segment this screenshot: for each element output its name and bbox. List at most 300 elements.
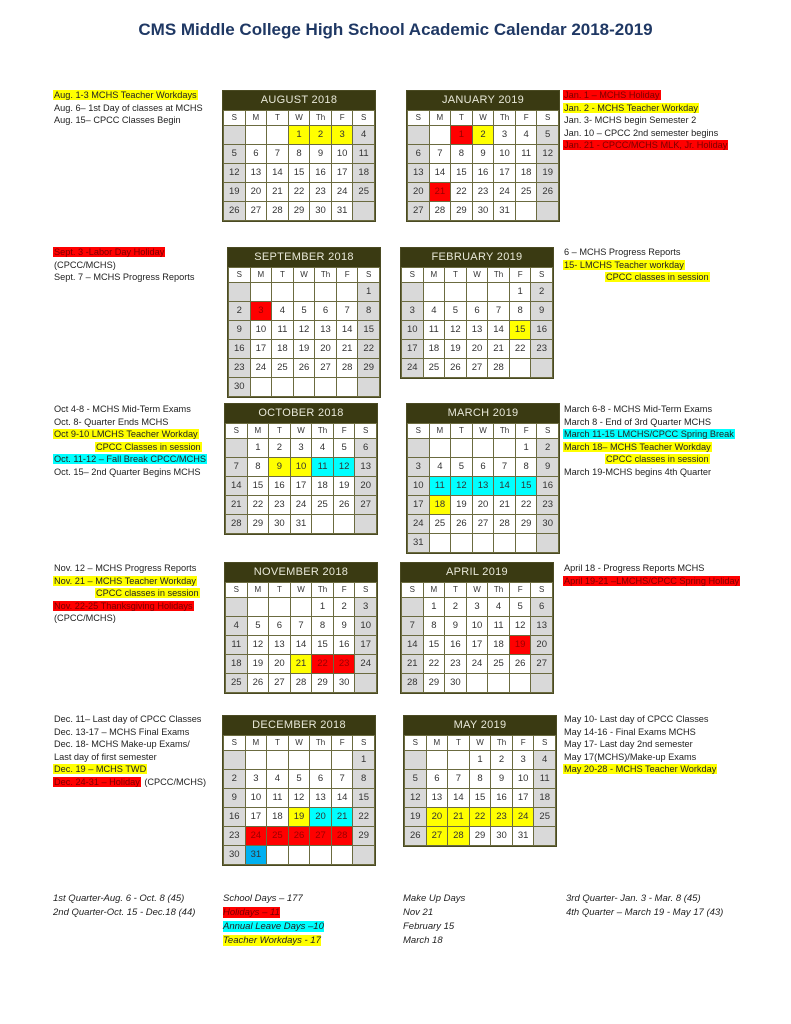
weekday-header: T — [451, 111, 472, 125]
month-title: DECEMBER 2018 — [223, 716, 375, 735]
weekday-header: M — [248, 583, 269, 597]
weekday-header: F — [332, 736, 353, 750]
day-cell: 21 — [494, 496, 515, 514]
day-cell: 23 — [445, 655, 466, 673]
total-school-days: School Days – 177 — [223, 893, 303, 904]
weekday-header: S — [226, 424, 247, 438]
note-text: April 19-21 –LMCHS/CPCC Spring Holiday — [564, 575, 740, 586]
note-line — [563, 114, 728, 127]
empty-cell — [494, 534, 515, 552]
day-cell: 2 — [537, 439, 558, 457]
weekday-header: W — [289, 736, 310, 750]
day-cell: 10 — [494, 145, 515, 163]
day-cell: 6 — [246, 145, 267, 163]
day-cell: 31 — [408, 534, 429, 552]
note-line — [563, 416, 735, 429]
month-title: SEPTEMBER 2018 — [228, 248, 380, 267]
day-cell: 10 — [408, 477, 429, 495]
footer-line: 3rd Quarter- Jan. 3 - Mar. 8 (45) — [566, 893, 701, 904]
note-text: Last day of first semester — [54, 751, 157, 762]
day-cell: 4 — [516, 126, 537, 144]
day-cell: 10 — [467, 617, 488, 635]
day-cell: 13 — [269, 636, 290, 654]
day-cell: 11 — [226, 636, 247, 654]
empty-cell — [448, 751, 469, 769]
month-calendar — [227, 247, 381, 398]
weekday-header: S — [408, 111, 429, 125]
weekday-header: S — [408, 424, 429, 438]
note-line — [563, 441, 735, 454]
note-text: Dec. 19 – MCHS TWD — [54, 764, 147, 775]
day-cell: 12 — [451, 477, 472, 495]
weekday-header: Th — [491, 736, 512, 750]
note-line — [53, 587, 200, 600]
day-cell: 4 — [312, 439, 333, 457]
day-cell: 28 — [402, 674, 423, 692]
day-cell: 29 — [424, 674, 445, 692]
day-cell: 18 — [488, 636, 509, 654]
day-cell: 12 — [510, 617, 531, 635]
day-cell: 16 — [537, 477, 558, 495]
empty-cell — [510, 359, 531, 377]
day-cell: 30 — [224, 846, 245, 864]
day-cell: 30 — [229, 378, 250, 396]
day-cell: 24 — [467, 655, 488, 673]
day-cell: 15 — [451, 164, 472, 182]
day-cell: 18 — [272, 340, 293, 358]
day-cell: 18 — [430, 496, 451, 514]
weekday-header: Th — [315, 268, 336, 282]
day-cell: 14 — [226, 477, 247, 495]
footer-line — [223, 934, 324, 948]
day-cell: 4 — [534, 751, 555, 769]
day-cell: 28 — [332, 827, 353, 845]
footer-quarters-3-4 — [566, 892, 723, 920]
note-line — [53, 114, 204, 127]
day-cell: 22 — [358, 340, 379, 358]
weekday-header: T — [445, 268, 466, 282]
day-cell: 8 — [470, 770, 491, 788]
empty-cell — [494, 439, 515, 457]
day-cell: 11 — [534, 770, 555, 788]
month-notes — [53, 562, 200, 625]
day-cell: 5 — [451, 458, 472, 476]
note-line — [53, 271, 195, 284]
day-cell: 2 — [269, 439, 290, 457]
footer-line: 4th Quarter – March 19 - May 17 (43) — [566, 907, 724, 918]
empty-cell — [451, 439, 472, 457]
footer-line — [223, 906, 324, 920]
weekday-header: Th — [310, 736, 331, 750]
day-cell: 10 — [332, 145, 353, 163]
day-cell: 1 — [451, 126, 472, 144]
day-cell: 5 — [289, 770, 310, 788]
note-text: Sept. 3 -Labor Day Holiday — [54, 247, 165, 257]
weekday-header: S — [358, 268, 379, 282]
day-cell: 23 — [310, 183, 331, 201]
day-cell: 20 — [467, 340, 488, 358]
page-title: CMS Middle College High School Academic Calendar 2018-2019 — [138, 20, 653, 39]
month-title: JANUARY 2019 — [407, 91, 559, 110]
note-text: Oct. 11-12 – Fall Break CPCC/MCHS — [54, 454, 206, 465]
note-line — [563, 562, 740, 575]
day-cell: 10 — [251, 321, 272, 339]
weekday-header: W — [291, 583, 312, 597]
day-cell: 7 — [430, 145, 451, 163]
note-line — [563, 713, 717, 726]
month-calendar — [400, 562, 554, 694]
day-cell: 24 — [246, 827, 267, 845]
weekday-header: S — [534, 736, 555, 750]
day-cell: 19 — [334, 477, 355, 495]
empty-cell — [473, 534, 494, 552]
day-cell: 21 — [267, 183, 288, 201]
weekday-header: W — [473, 111, 494, 125]
day-cell: 26 — [451, 515, 472, 533]
month-grid — [225, 423, 377, 534]
note-line — [53, 726, 207, 739]
day-cell: 15 — [516, 477, 537, 495]
day-cell: 3 — [513, 751, 534, 769]
note-text: March 8 - End of 3rd Quarter MCHS — [564, 416, 712, 427]
weekday-header: S — [224, 111, 245, 125]
day-cell: 1 — [470, 751, 491, 769]
weekday-header: F — [337, 268, 358, 282]
weekday-header: M — [251, 268, 272, 282]
day-cell: 1 — [424, 598, 445, 616]
month-notes — [563, 403, 735, 479]
day-cell: 27 — [269, 674, 290, 692]
day-cell: 7 — [494, 458, 515, 476]
day-cell: 14 — [488, 321, 509, 339]
day-cell: 13 — [315, 321, 336, 339]
weekday-header: M — [427, 736, 448, 750]
day-cell: 17 — [408, 496, 429, 514]
day-cell: 29 — [451, 202, 472, 220]
day-cell: 27 — [467, 359, 488, 377]
weekday-header: M — [430, 424, 451, 438]
day-cell: 14 — [291, 636, 312, 654]
day-cell: 16 — [269, 477, 290, 495]
empty-cell — [246, 751, 267, 769]
day-cell: 29 — [312, 674, 333, 692]
day-cell: 10 — [355, 617, 376, 635]
month-grid — [401, 582, 553, 693]
day-cell: 8 — [424, 617, 445, 635]
weekday-header: T — [269, 583, 290, 597]
day-cell: 5 — [294, 302, 315, 320]
day-cell: 8 — [289, 145, 310, 163]
note-line — [53, 89, 204, 102]
day-cell: 3 — [402, 302, 423, 320]
footer-line: February 15 — [403, 921, 455, 932]
day-cell: 3 — [494, 126, 515, 144]
day-cell: 21 — [448, 808, 469, 826]
day-cell: 14 — [494, 477, 515, 495]
empty-cell — [516, 534, 537, 552]
day-cell: 2 — [531, 283, 552, 301]
day-cell: 10 — [402, 321, 423, 339]
weekday-header: M — [246, 111, 267, 125]
empty-cell — [267, 751, 288, 769]
day-cell: 6 — [473, 458, 494, 476]
day-cell: 12 — [248, 636, 269, 654]
empty-cell — [430, 534, 451, 552]
note-line — [53, 738, 207, 751]
day-cell: 31 — [246, 846, 267, 864]
note-text: Jan. 1 – MCHS Holiday — [564, 90, 660, 100]
day-cell: 6 — [408, 145, 429, 163]
weekday-header: W — [467, 268, 488, 282]
weekday-header: S — [531, 583, 552, 597]
note-text: Oct. 15– 2nd Quarter Begins MCHS — [54, 466, 201, 477]
day-cell: 9 — [269, 458, 290, 476]
note-text: (CPCC/MCHS) — [54, 613, 116, 624]
month-grid — [401, 267, 553, 378]
day-cell: 5 — [510, 598, 531, 616]
weekday-header: T — [451, 424, 472, 438]
day-cell: 17 — [291, 477, 312, 495]
day-cell: 8 — [451, 145, 472, 163]
month-grid — [228, 267, 380, 397]
day-cell: 26 — [224, 202, 245, 220]
day-cell: 17 — [251, 340, 272, 358]
empty-cell — [408, 126, 429, 144]
month-calendar — [406, 90, 560, 222]
note-text: Jan. 3- MCHS begin Semester 2 — [564, 115, 697, 126]
empty-cell — [405, 751, 426, 769]
day-cell: 6 — [315, 302, 336, 320]
day-cell: 4 — [488, 598, 509, 616]
day-cell: 1 — [358, 283, 379, 301]
footer-line: 2nd Quarter-Oct. 15 - Dec.18 (44) — [53, 907, 196, 918]
day-cell: 4 — [353, 126, 374, 144]
day-cell: 7 — [402, 617, 423, 635]
empty-cell — [332, 751, 353, 769]
day-cell: 22 — [248, 496, 269, 514]
weekday-header: F — [516, 111, 537, 125]
note-line — [53, 403, 207, 416]
day-cell: 16 — [229, 340, 250, 358]
footer-line — [223, 920, 324, 934]
empty-cell — [224, 126, 245, 144]
note-line — [563, 751, 717, 764]
day-cell: 30 — [269, 515, 290, 533]
empty-cell — [332, 846, 353, 864]
day-cell: 13 — [408, 164, 429, 182]
note-text: Nov. 21 – MCHS Teacher Workday — [54, 575, 196, 586]
weekday-header: S — [355, 424, 376, 438]
day-cell: 14 — [430, 164, 451, 182]
day-cell: 19 — [248, 655, 269, 673]
day-cell: 18 — [312, 477, 333, 495]
empty-cell — [267, 846, 288, 864]
day-cell: 16 — [224, 808, 245, 826]
empty-cell — [355, 515, 376, 533]
day-cell: 24 — [513, 808, 534, 826]
weekday-header: Th — [494, 424, 515, 438]
note-text: Nov. 12 – MCHS Progress Reports — [54, 563, 197, 573]
day-cell: 9 — [537, 458, 558, 476]
weekday-header: F — [334, 424, 355, 438]
weekday-header: M — [246, 736, 267, 750]
note-text: Aug. 15– CPCC Classes Begin — [54, 115, 181, 126]
day-cell: 26 — [537, 183, 558, 201]
empty-cell — [294, 283, 315, 301]
day-cell: 25 — [312, 496, 333, 514]
day-cell: 22 — [470, 808, 491, 826]
day-cell: 2 — [491, 751, 512, 769]
weekday-header: W — [470, 736, 491, 750]
day-cell: 24 — [291, 496, 312, 514]
weekday-header: M — [424, 268, 445, 282]
day-cell: 21 — [226, 496, 247, 514]
weekday-header: M — [248, 424, 269, 438]
day-cell: 20 — [427, 808, 448, 826]
month-grid — [225, 582, 377, 693]
day-cell: 11 — [312, 458, 333, 476]
day-cell: 24 — [251, 359, 272, 377]
day-cell: 19 — [224, 183, 245, 201]
weekday-header: Th — [312, 424, 333, 438]
note-text: May 17(MCHS)/Make-up Exams — [564, 751, 697, 762]
empty-cell — [358, 378, 379, 396]
day-cell: 1 — [510, 283, 531, 301]
day-cell: 5 — [224, 145, 245, 163]
day-cell: 9 — [473, 145, 494, 163]
day-cell: 11 — [267, 789, 288, 807]
note-text: April 18 - Progress Reports MCHS — [564, 563, 705, 573]
day-cell: 3 — [251, 302, 272, 320]
empty-cell — [337, 378, 358, 396]
day-cell: 4 — [272, 302, 293, 320]
day-cell: 8 — [353, 770, 374, 788]
note-text: Nov. 22-25 Thanksgiving Holidays — [54, 600, 193, 611]
note-line — [563, 726, 717, 739]
day-cell: 17 — [494, 164, 515, 182]
day-cell: 3 — [332, 126, 353, 144]
day-cell: 5 — [445, 302, 466, 320]
day-cell: 19 — [289, 808, 310, 826]
day-cell: 23 — [334, 655, 355, 673]
day-cell: 9 — [491, 770, 512, 788]
weekday-header: S — [537, 424, 558, 438]
note-line — [53, 600, 200, 613]
weekday-header: Th — [310, 111, 331, 125]
day-cell: 21 — [488, 340, 509, 358]
day-cell: 2 — [473, 126, 494, 144]
day-cell: 9 — [224, 789, 245, 807]
day-cell: 8 — [312, 617, 333, 635]
day-cell: 11 — [488, 617, 509, 635]
day-cell: 25 — [534, 808, 555, 826]
day-cell: 8 — [516, 458, 537, 476]
day-cell: 23 — [229, 359, 250, 377]
day-cell: 9 — [334, 617, 355, 635]
day-cell: 3 — [467, 598, 488, 616]
day-cell: 7 — [226, 458, 247, 476]
total-holidays: Holidays – 11 — [223, 907, 280, 918]
day-cell: 24 — [332, 183, 353, 201]
day-cell: 15 — [289, 164, 310, 182]
note-line — [563, 102, 728, 115]
weekday-header: S — [531, 268, 552, 282]
note-line — [563, 453, 735, 466]
day-cell: 6 — [467, 302, 488, 320]
empty-cell — [531, 359, 552, 377]
day-cell: 19 — [405, 808, 426, 826]
day-cell: 27 — [427, 827, 448, 845]
note-line — [563, 246, 710, 259]
empty-cell — [537, 534, 558, 552]
day-cell: 14 — [402, 636, 423, 654]
day-cell: 16 — [310, 164, 331, 182]
weekday-header: Th — [488, 268, 509, 282]
day-cell: 27 — [473, 515, 494, 533]
empty-cell — [451, 534, 472, 552]
note-line — [53, 763, 207, 776]
day-cell: 15 — [312, 636, 333, 654]
footer-line: Nov 21 — [403, 907, 434, 918]
day-cell: 29 — [248, 515, 269, 533]
weekday-header: T — [272, 268, 293, 282]
note-line — [53, 713, 207, 726]
note-line — [563, 127, 728, 140]
day-cell: 7 — [488, 302, 509, 320]
note-text: CPCC classes in session — [606, 454, 709, 465]
day-cell: 8 — [510, 302, 531, 320]
note-text: CPCC classes in session — [96, 588, 199, 599]
day-cell: 30 — [334, 674, 355, 692]
empty-cell — [315, 378, 336, 396]
empty-cell — [246, 126, 267, 144]
month-notes — [53, 403, 207, 479]
empty-cell — [251, 378, 272, 396]
day-cell: 25 — [226, 674, 247, 692]
day-cell: 16 — [531, 321, 552, 339]
day-cell: 20 — [310, 808, 331, 826]
day-cell: 23 — [224, 827, 245, 845]
day-cell: 28 — [267, 202, 288, 220]
weekday-header: F — [516, 424, 537, 438]
day-cell: 13 — [355, 458, 376, 476]
day-cell: 18 — [534, 789, 555, 807]
day-cell: 4 — [267, 770, 288, 788]
day-cell: 24 — [355, 655, 376, 673]
day-cell: 27 — [246, 202, 267, 220]
empty-cell — [289, 846, 310, 864]
day-cell: 16 — [334, 636, 355, 654]
day-cell: 17 — [332, 164, 353, 182]
day-cell: 31 — [332, 202, 353, 220]
day-cell: 21 — [337, 340, 358, 358]
empty-cell — [272, 283, 293, 301]
day-cell: 13 — [310, 789, 331, 807]
empty-cell — [473, 439, 494, 457]
day-cell: 12 — [289, 789, 310, 807]
day-cell: 25 — [267, 827, 288, 845]
day-cell: 11 — [424, 321, 445, 339]
day-cell: 2 — [229, 302, 250, 320]
empty-cell — [430, 126, 451, 144]
month-notes — [563, 89, 728, 152]
empty-cell — [424, 283, 445, 301]
empty-cell — [251, 283, 272, 301]
weekday-header: W — [467, 583, 488, 597]
day-cell: 1 — [516, 439, 537, 457]
month-notes — [563, 713, 717, 776]
empty-cell — [291, 598, 312, 616]
